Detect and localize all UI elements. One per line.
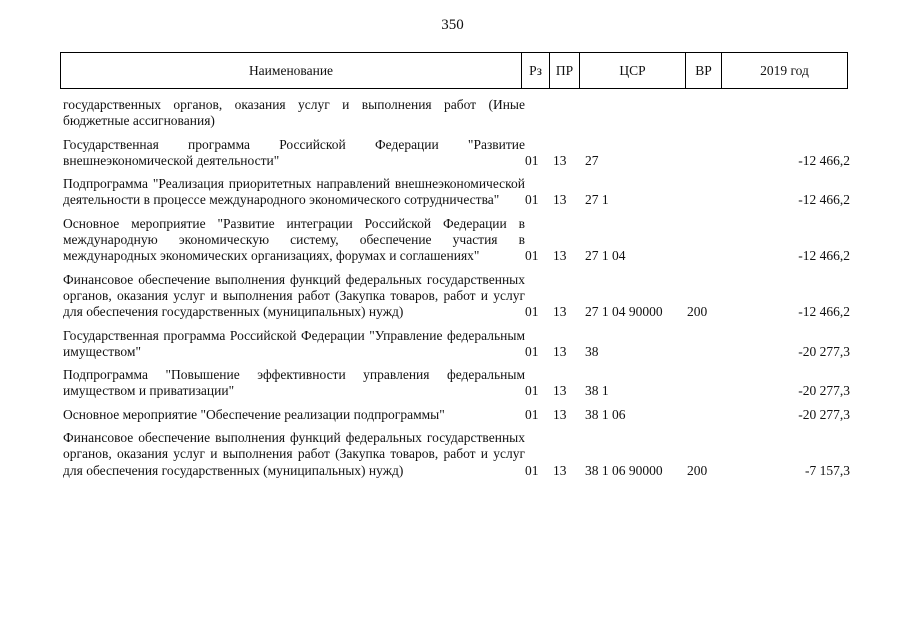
row-csr: 27 bbox=[585, 152, 599, 168]
row-amount: -20 277,3 bbox=[798, 383, 850, 399]
row-name: Основное мероприятие "Развитие интеграции Российской Федерации в международную экономическую систему, обеспечение участия в международных экономических организациях, форумах и соглашениях" bbox=[63, 215, 525, 264]
row-rz: 01 bbox=[525, 383, 539, 399]
row-pr: 13 bbox=[553, 383, 567, 399]
row-rz: 01 bbox=[525, 152, 539, 168]
row-csr: 38 1 06 bbox=[585, 406, 626, 422]
row-amount: -12 466,2 bbox=[798, 304, 850, 320]
row-csr: 38 bbox=[585, 343, 599, 359]
row-pr: 13 bbox=[553, 192, 567, 208]
row-pr: 13 bbox=[553, 304, 567, 320]
page-number: 350 bbox=[441, 17, 464, 33]
row-name: Финансовое обеспечение выполнения функций федеральных государственных органов, оказания услуг и выполнения работ (Закупка товаров, работ и услуг для обеспечения государственных (муниципальных) нужд) bbox=[63, 271, 525, 320]
row-csr: 38 1 bbox=[585, 383, 609, 399]
row-name: государственных органов, оказания услуг и выполнения работ (Иные бюджетные ассигнования) bbox=[63, 97, 525, 129]
table-header bbox=[60, 52, 848, 89]
row-csr: 27 1 04 bbox=[585, 248, 626, 264]
header-csr: ЦСР bbox=[580, 53, 686, 89]
row-rz: 01 bbox=[525, 462, 539, 478]
header-name: Наименование bbox=[61, 53, 522, 89]
row-pr: 13 bbox=[553, 152, 567, 168]
row-rz: 01 bbox=[525, 406, 539, 422]
row-amount: -12 466,2 bbox=[798, 152, 850, 168]
table-row bbox=[60, 216, 860, 265]
row-rz: 01 bbox=[525, 304, 539, 320]
row-csr: 27 1 04 90000 bbox=[585, 304, 663, 320]
row-vr: 200 bbox=[687, 304, 708, 320]
header-pr: ПР bbox=[550, 53, 580, 89]
row-pr: 13 bbox=[553, 248, 567, 264]
table-row bbox=[60, 272, 860, 321]
row-name: Подпрограмма "Реализация приоритетных направлений внешнеэкономической деятельности в процессе международного экономического сотрудничества" bbox=[63, 176, 525, 208]
row-amount: -12 466,2 bbox=[798, 248, 850, 264]
row-rz: 01 bbox=[525, 343, 539, 359]
row-name: Государственная программа Российской Федерации "Развитие внешнеэкономической деятельности" bbox=[63, 136, 525, 168]
row-amount: -7 157,3 bbox=[805, 462, 850, 478]
row-pr: 13 bbox=[553, 343, 567, 359]
budget-table-body bbox=[60, 97, 860, 486]
row-name: Основное мероприятие "Обеспечение реализации подпрограммы" bbox=[63, 406, 445, 422]
row-amount: -20 277,3 bbox=[798, 343, 850, 359]
header-rz: Рз bbox=[522, 53, 550, 89]
row-amount: -20 277,3 bbox=[798, 406, 850, 422]
row-pr: 13 bbox=[553, 462, 567, 478]
table-row bbox=[60, 97, 860, 130]
row-amount: -12 466,2 bbox=[798, 192, 850, 208]
row-rz: 01 bbox=[525, 248, 539, 264]
table-row bbox=[60, 367, 860, 400]
row-vr: 200 bbox=[687, 462, 708, 478]
header-year: 2019 год bbox=[722, 53, 848, 89]
row-name: Государственная программа Российской Федерации "Управление федеральным имуществом" bbox=[63, 327, 525, 359]
row-pr: 13 bbox=[553, 406, 567, 422]
table-row bbox=[60, 176, 860, 209]
row-csr: 27 1 bbox=[585, 192, 609, 208]
row-rz: 01 bbox=[525, 192, 539, 208]
table-row bbox=[60, 430, 860, 479]
row-name: Подпрограмма "Повышение эффективности управления федеральным имуществом и приватизации" bbox=[63, 367, 525, 399]
row-csr: 38 1 06 90000 bbox=[585, 462, 663, 478]
header-vr: ВР bbox=[686, 53, 722, 89]
row-name: Финансовое обеспечение выполнения функций федеральных государственных органов, оказания услуг и выполнения работ (Закупка товаров, работ и услуг для обеспечения государственных (муниципальных) нужд) bbox=[63, 430, 525, 478]
table-row bbox=[60, 137, 860, 170]
table-row bbox=[60, 328, 860, 361]
table-row bbox=[60, 407, 860, 423]
